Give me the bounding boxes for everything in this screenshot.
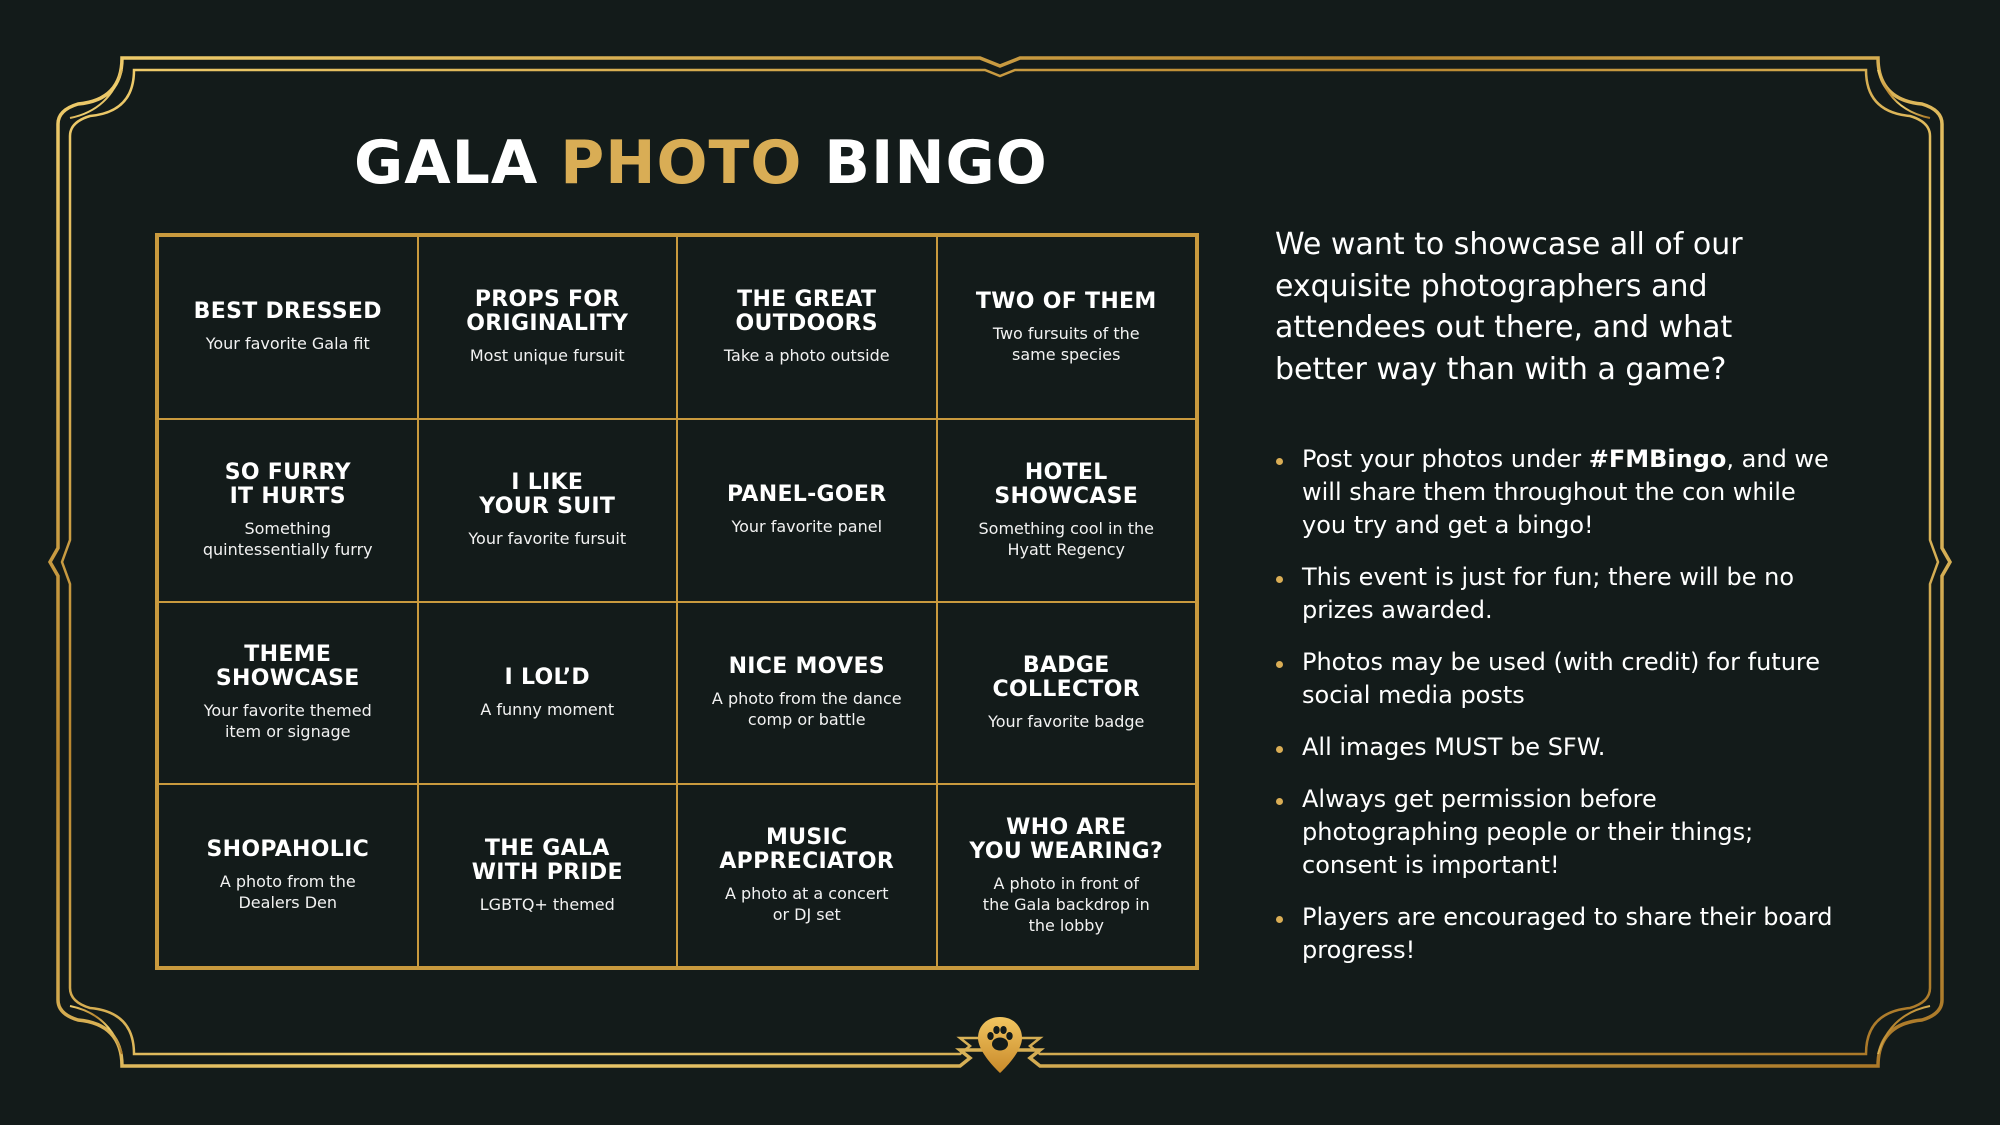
cell-title: PROPS FOR ORIGINALITY	[466, 287, 629, 337]
bingo-cell-so-furry-it-hurts	[158, 419, 418, 602]
bingo-cell-hotel-showcase	[937, 419, 1197, 602]
bingo-cell-panel-goer	[677, 419, 937, 602]
bullet-dot-icon	[1276, 746, 1283, 753]
bingo-board	[155, 233, 1199, 970]
cell-subtitle: Your favorite Gala fit	[205, 334, 370, 354]
bingo-cell-theme-showcase	[158, 602, 418, 785]
rule-item	[1276, 561, 1836, 627]
cell-title: BADGE COLLECTOR	[992, 652, 1140, 702]
rule-text: Players are encouraged to share their board progress!	[1302, 903, 1833, 964]
bingo-cell-badge-collector	[937, 602, 1197, 785]
cell-subtitle: A photo from the dance comp or battle	[711, 689, 902, 730]
cell-subtitle: Something quintessentially furry	[202, 518, 373, 559]
cell-subtitle: A photo from the Dealers Den	[219, 872, 356, 913]
cell-title: HOTEL SHOWCASE	[994, 459, 1139, 509]
rule-item	[1276, 646, 1836, 712]
paw-location-pin-icon	[976, 1015, 1024, 1075]
bingo-cell-best-dressed	[158, 236, 418, 419]
title-highlight: PHOTO	[560, 128, 803, 198]
rule-item	[1276, 901, 1836, 967]
bullet-dot-icon	[1276, 798, 1283, 805]
rule-text-end: , and we will share them throughout the con while you try and get a bingo!	[1302, 445, 1829, 539]
rule-text: This event is just for fun; there will be no prizes awarded.	[1302, 563, 1794, 624]
cell-title: I LIKE YOUR SUIT	[479, 470, 616, 520]
cell-title: WHO ARE YOU WEARING?	[969, 814, 1164, 864]
bingo-cell-great-outdoors	[677, 236, 937, 419]
cell-subtitle: Two fursuits of the same species	[992, 323, 1140, 364]
bullet-dot-icon	[1276, 458, 1283, 465]
cell-title: THE GALA WITH PRIDE	[471, 835, 623, 885]
cell-title: NICE MOVES	[728, 654, 885, 680]
cell-title: I LOL’D	[504, 664, 590, 690]
cell-subtitle: Your favorite badge	[988, 711, 1145, 731]
rule-item	[1276, 443, 1836, 542]
rule-item	[1276, 783, 1836, 882]
cell-subtitle: A photo at a concert or DJ set	[724, 884, 889, 925]
cell-title: THE GREAT OUTDOORS	[735, 287, 878, 337]
rule-text: Post your photos under	[1302, 445, 1589, 473]
rule-text: Photos may be used (with credit) for future social media posts	[1302, 648, 1821, 709]
bullet-dot-icon	[1276, 661, 1283, 668]
bingo-cell-who-are-you-wearing	[937, 784, 1197, 967]
title-part-2: BINGO	[824, 128, 1048, 198]
cell-subtitle: A photo in front of the Gala backdrop in the lobby	[982, 873, 1150, 935]
cell-title: TWO OF THEM	[975, 288, 1157, 314]
cell-title: THEME SHOWCASE	[215, 642, 360, 692]
bingo-cell-gala-with-pride	[418, 784, 678, 967]
rule-text: All images MUST be SFW.	[1302, 733, 1606, 761]
cell-subtitle: Your favorite panel	[731, 517, 883, 537]
cell-subtitle: Most unique fursuit	[469, 346, 625, 366]
cell-subtitle: LGBTQ+ themed	[479, 894, 615, 914]
cell-title: SO FURRY IT HURTS	[224, 459, 351, 509]
bingo-cell-two-of-them	[937, 236, 1197, 419]
bullet-dot-icon	[1276, 916, 1283, 923]
title-part-1: GALA	[354, 128, 539, 198]
bingo-cell-i-like-your-suit	[418, 419, 678, 602]
hashtag: #FMBingo	[1588, 445, 1727, 473]
page-title	[354, 128, 1048, 198]
cell-subtitle: A funny moment	[480, 699, 615, 719]
bingo-cell-nice-moves	[677, 602, 937, 785]
bingo-cell-props-for-originality	[418, 236, 678, 419]
cell-subtitle: Your favorite themed item or signage	[203, 701, 372, 742]
rule-text: Always get permission before photographing people or their things; consent is important!	[1302, 785, 1754, 879]
bingo-cell-i-lold	[418, 602, 678, 785]
cell-subtitle: Your favorite fursuit	[468, 529, 627, 549]
cell-title: SHOPAHOLIC	[206, 837, 370, 863]
bingo-cell-shopaholic	[158, 784, 418, 967]
intro-text: We want to showcase all of our exquisite photographers and attendees out there, and what better way than with a game?	[1275, 227, 1743, 387]
cell-title: BEST DRESSED	[193, 299, 382, 325]
rules-list	[1276, 443, 1836, 986]
cell-title: PANEL-GOER	[727, 482, 887, 508]
rule-item	[1276, 731, 1836, 764]
cell-title: MUSIC APPRECIATOR	[719, 825, 895, 875]
bingo-cell-music-appreciator	[677, 784, 937, 967]
bullet-dot-icon	[1276, 576, 1283, 583]
cell-subtitle: Take a photo outside	[723, 346, 890, 366]
cell-subtitle: Something cool in the Hyatt Regency	[978, 518, 1154, 559]
